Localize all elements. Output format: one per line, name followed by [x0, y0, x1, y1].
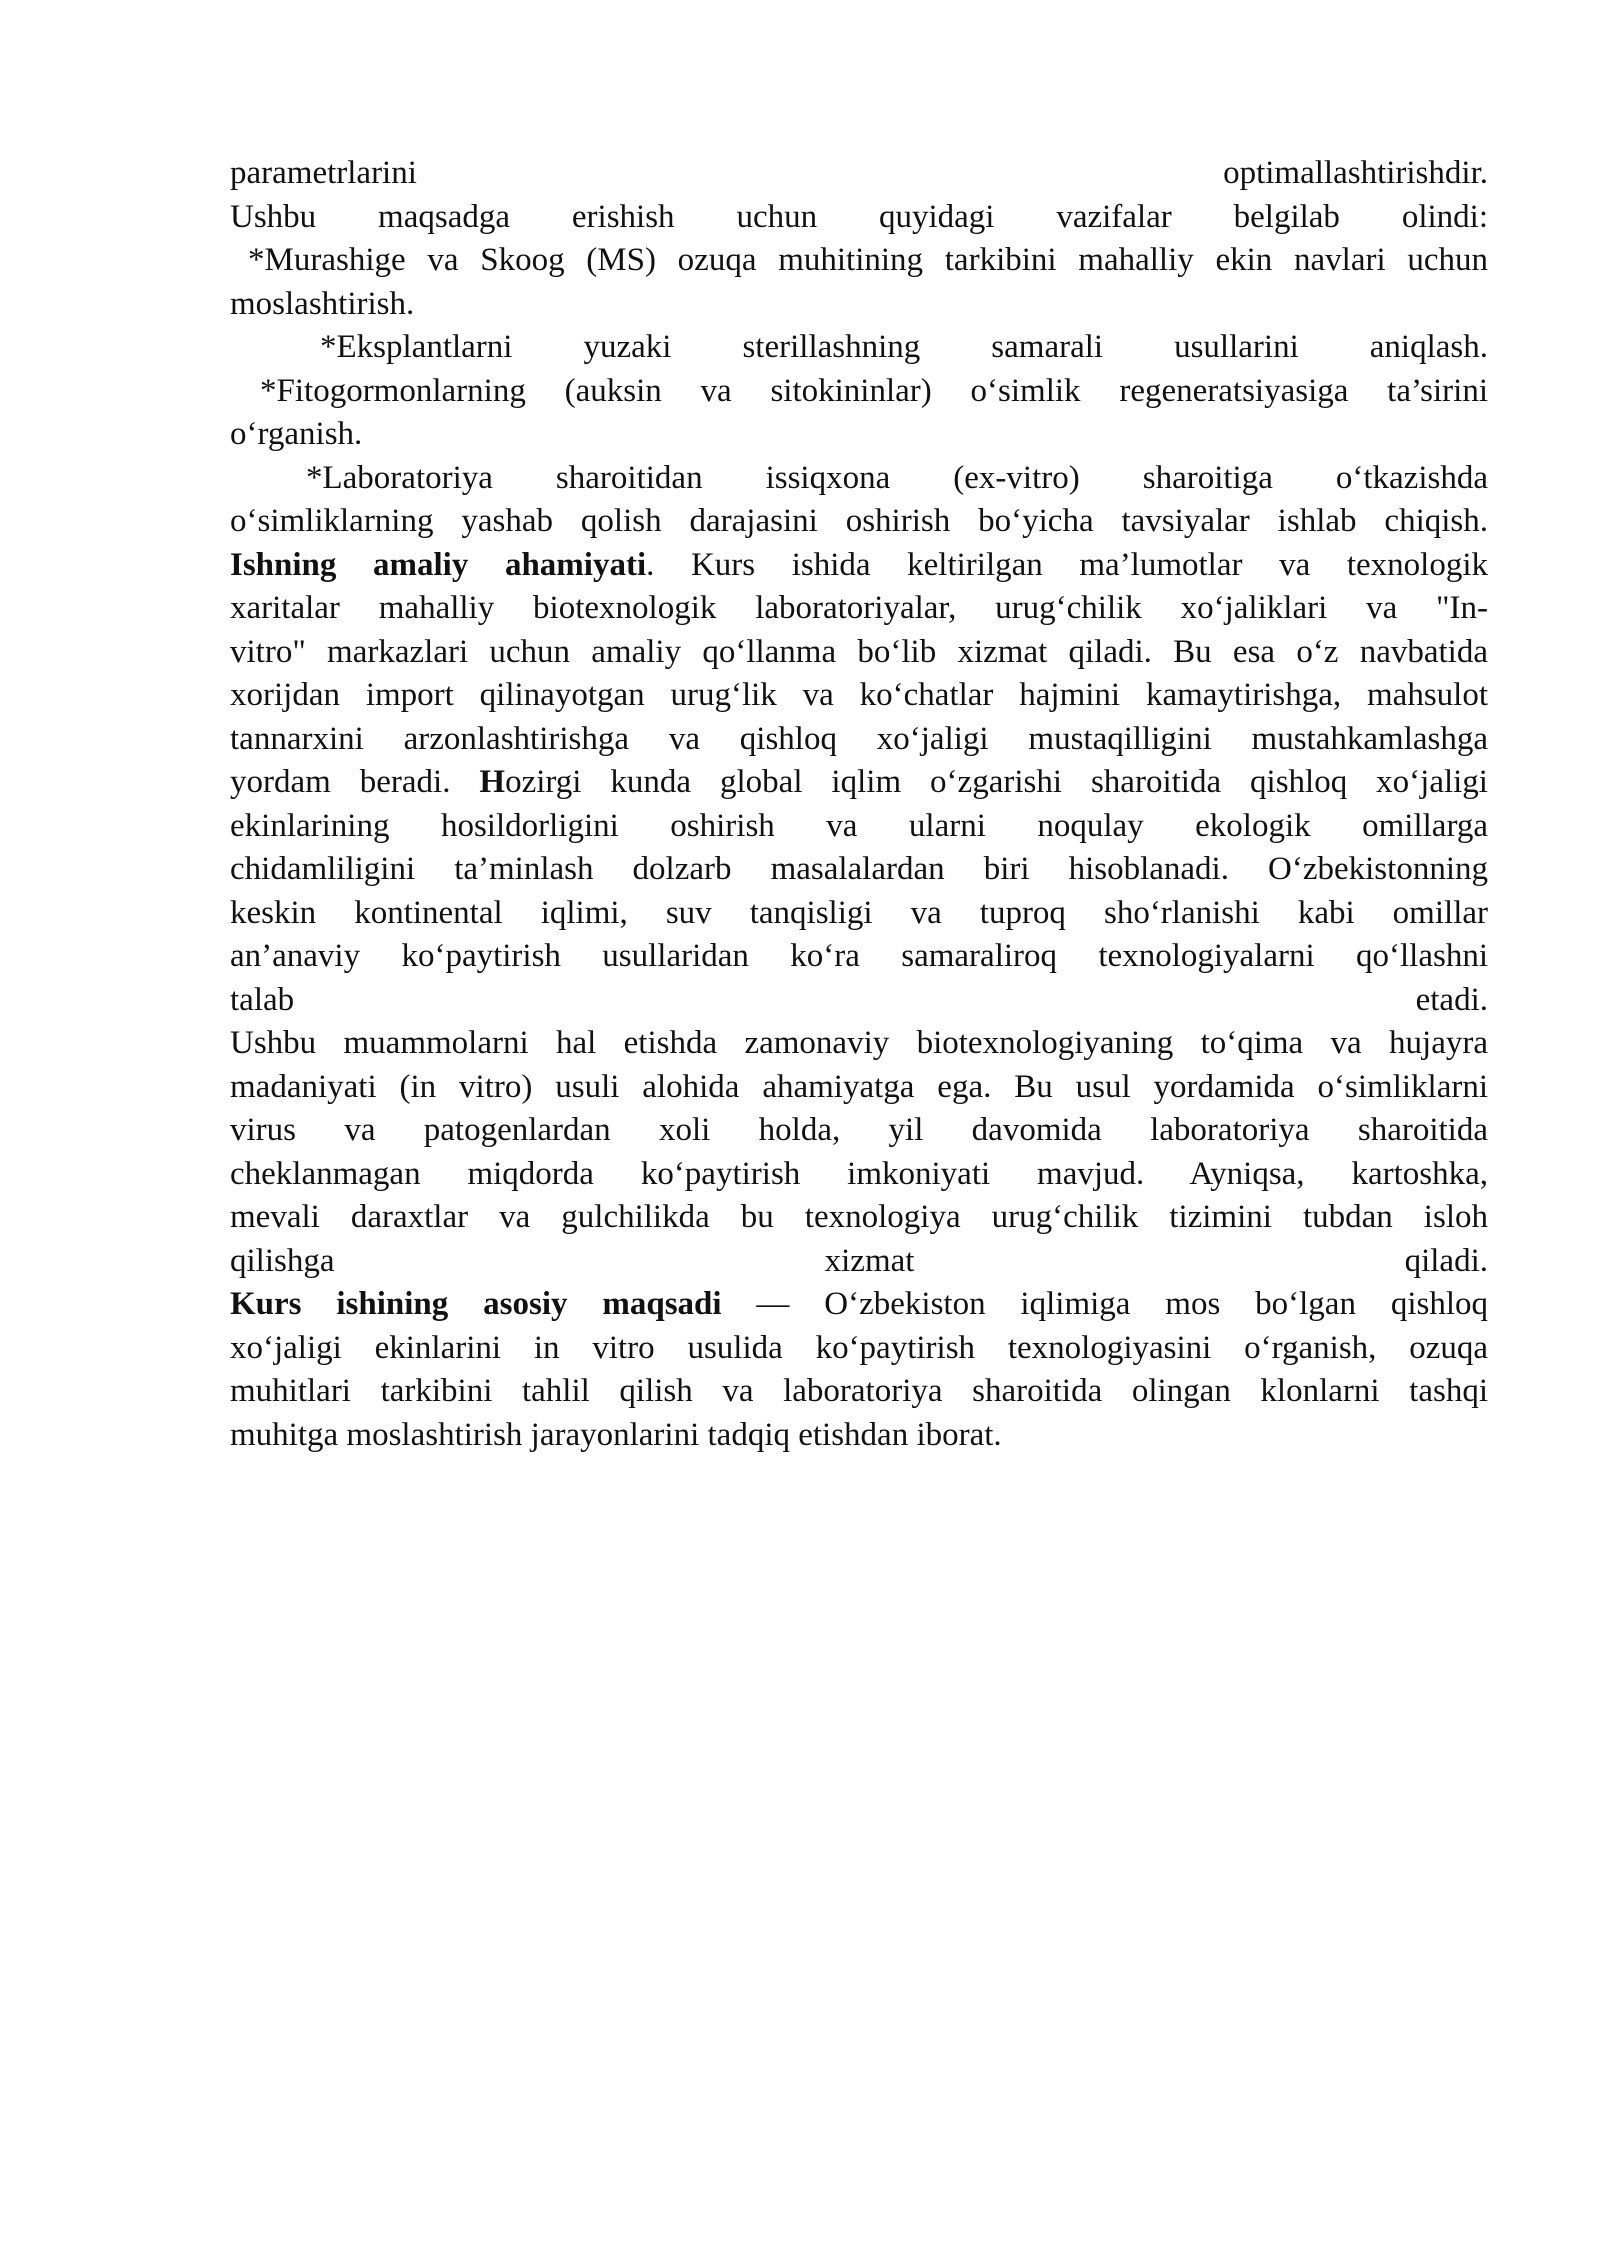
text-line: ekinlarining hosildorligini oshirish va ularni noqulay ekologik omillarga [230, 807, 1488, 844]
text-line: madaniyati (in vitro) usuli alohida ahamiyatga ega. Bu usul yordamida o‘simliklarni [230, 1068, 1488, 1105]
text-line: mevali daraxtlar va gulchilikda bu texnologiya urug‘chilik tizimini tubdan isloh [230, 1199, 1488, 1235]
text-line: Ushbu maqsadga erishish uchun quyidagi vazifalar belgilab olindi: [230, 198, 1488, 235]
text-line: xaritalar mahalliy biotexnologik laboratoriyalar, urug‘chilik xo‘jaliklari va "In- [230, 590, 1488, 626]
text-line: vitro" markazlari uchun amaliy qo‘llanma bo‘lib xizmat qiladi. Bu esa o‘z navbatida [230, 633, 1488, 670]
text-line: xorijdan import qilinayotgan urug‘lik va ko‘chatlar hajmini kamaytirishga, mahsulot [230, 677, 1488, 713]
text-line [230, 544, 1488, 588]
text-line: *Murashige va Skoog (MS) ozuqa muhitining tarkibini mahalliy ekin navlari uchun [248, 242, 1488, 278]
text-line: talab etadi. [230, 981, 1488, 1018]
text-line [230, 1283, 1488, 1327]
text-line: tannarxini arzonlashtirishga va qishloq xo‘jaligi mustaqilligini mustahkamlashga [230, 720, 1488, 757]
text-line [230, 761, 1488, 805]
text-line: virus va patogenlardan xoli holda, yil davomida laboratoriya sharoitida [230, 1112, 1488, 1148]
text-run: ozirgi kunda global iqlim o‘zgarishi sharoitida qishloq xo‘jaligi [505, 764, 1488, 800]
text-line: qilishga xizmat qiladi. [230, 1242, 1488, 1279]
text-line: muhitlari tarkibini tahlil qilish va laboratoriya sharoitida olingan klonlarni tashqi [230, 1373, 1488, 1409]
text-line: o‘simliklarning yashab qolish darajasini oshirish bo‘yicha tavsiyalar ishlab chiqish. [230, 503, 1488, 539]
text-run: . Kurs ishida keltirilgan ma’lumotlar va texnologik [646, 546, 1488, 583]
text-line: *Fitogormonlarning (auksin va sitokininlar) o‘simlik regeneratsiyasiga ta’sirini [260, 372, 1488, 409]
text-line: moslashtirish. [230, 285, 415, 322]
text-line: Ushbu muammolarni hal etishda zamonaviy biotexnologiyaning to‘qima va hujayra [230, 1025, 1488, 1061]
text-line: parametrlarini optimallashtirishdir. [230, 155, 1488, 191]
text-line: an’anaviy ko‘paytirish usullaridan ko‘ra samaraliroq texnologiyalarni qo‘llashni [230, 938, 1488, 974]
text-run: yordam beradi. [230, 764, 480, 800]
text-line: keskin kontinental iqlimi, suv tanqisligi va tuproq sho‘rlanishi kabi omillar [230, 894, 1488, 931]
text-line: xo‘jaligi ekinlarini in vitro usulida ko‘paytirish texnologiyasini o‘rganish, ozuqa [230, 1329, 1488, 1366]
section-heading-asosiy-maqsadi: Kurs ishining asosiy maqsadi [230, 1286, 722, 1322]
text-line: o‘rganish. [230, 416, 363, 452]
text-line: *Eksplantlarni yuzaki sterillashning samarali usullarini aniqlash. [320, 329, 1488, 365]
text-line: cheklanmagan miqdorda ko‘paytirish imkoniyati mavjud. Ayniqsa, kartoshka, [230, 1155, 1488, 1192]
section-heading-amaliy-ahamiyati: Ishning amaliy ahamiyati [230, 546, 647, 583]
text-run: — O‘zbekiston iqlimiga mos bo‘lgan qishloq [721, 1286, 1488, 1322]
text-line: chidamliligini ta’minlash dolzarb masalalardan biri hisoblanadi. O‘zbekistonning [230, 851, 1488, 887]
bold-initial: H [479, 764, 506, 800]
text-line: muhitga moslashtirish jarayonlarini tadqiq etishdan iborat. [230, 1416, 1002, 1453]
text-line: *Laboratoriya sharoitidan issiqxona (ex-vitro) sharoitiga o‘tkazishda [306, 459, 1488, 496]
document-body [230, 152, 1488, 1457]
